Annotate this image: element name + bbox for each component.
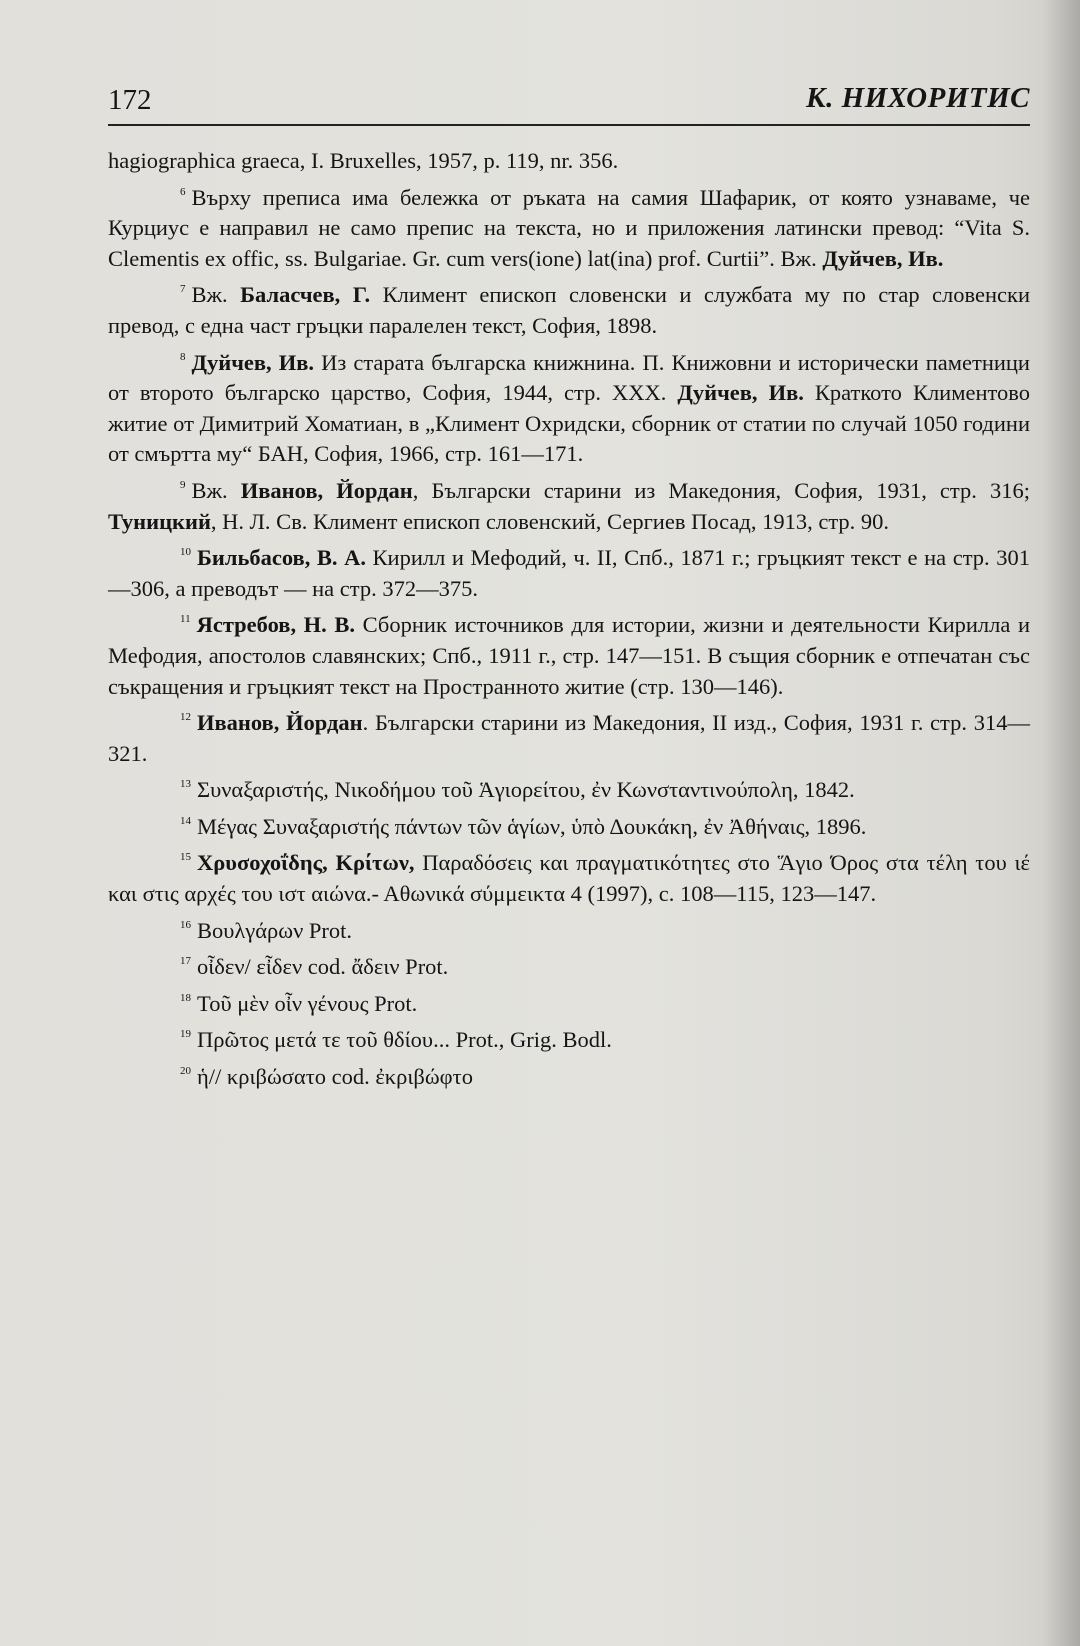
footnote-text: Τοῦ μὲν οἶν γένους Prot.	[197, 990, 418, 1016]
footnote-number: 7	[180, 283, 186, 296]
footnote-number: 6	[180, 185, 186, 198]
author-name: Χρυσοχοΐδης, Κρίτων,	[197, 850, 415, 876]
footnote-text: Климент епископ словенски и службата му по стар словенски превод, с една част гръцки паралелен текст, София, 1898.	[108, 282, 1030, 338]
author-name: Туницкий	[108, 508, 211, 534]
footnote-text: Върху преписа има бележка от ръката на самия Шафарик, от която узнаваме, че Курциус е направил не само препис на текста, но и приложения латински превод: “Vita S. Clementis ex offic, ss. Bulgariae. Gr. cum vers(ione) lat(ina) prof. Curtii”. Вж.	[108, 184, 1030, 271]
footnote-text: οἶδεν/ εἶδεν cod. ἄδειν Prot.	[197, 954, 449, 980]
footnote-14	[108, 806, 1030, 843]
footnote-number: 19	[180, 1028, 191, 1041]
footnote-12	[108, 702, 1030, 769]
footnote-7	[108, 274, 1030, 341]
page-edge-shadow	[1042, 0, 1080, 1646]
footnote-number: 8	[180, 350, 186, 363]
footnote-9	[108, 470, 1030, 537]
footnote-text: Краткото Климентово житие от Димитрий Хоматиан, в „Климент Охридски, сборник от статии по случай 1050 години от смъртта му“ БАН, София, 1966, стр. 161—171.	[108, 380, 1030, 467]
running-header-author: К. НИХОРИТИС	[806, 82, 1030, 114]
author-name: Дуйчев, Ив.	[191, 349, 315, 375]
author-name: Ястребов, Н. В.	[196, 612, 356, 638]
footnote-number: 15	[180, 851, 191, 864]
footnote-text: Βουλγάρων Prot.	[197, 917, 353, 943]
footnote-19	[108, 1019, 1030, 1056]
footnote-number: 20	[180, 1065, 191, 1078]
footnote-number: 17	[180, 955, 191, 968]
footnote-number: 10	[180, 546, 191, 559]
footnote-continuation	[108, 146, 1030, 177]
footnote-18	[108, 983, 1030, 1020]
footnote-text: Вж.	[191, 282, 241, 308]
author-name: Иванов, Йордан	[240, 477, 413, 503]
footnote-text: hagiographica graeca, I. Bruxelles, 1957, p. 119, nr. 356.	[108, 148, 619, 173]
footnote-text: Сборник источников для истории, жизни и деятельности Кирилла и Мефодия, апостолов славянских; Спб., 1911 г., стр. 147—151. В същия сборник е отпечатан със съкращения и гръцкият текст на Пространното житие (стр. 130—146).	[108, 612, 1030, 699]
footnote-number: 11	[180, 613, 191, 626]
footnote-number: 18	[180, 991, 191, 1004]
footnote-6	[108, 177, 1030, 275]
author-name: Иванов, Йордан	[197, 710, 363, 736]
footnote-text: Μέγας Συναξαριστής πάντων τῶν ἁγίων, ὑπὸ Δουκάκη, ἐν Ἀθήναις, 1896.	[197, 813, 867, 839]
running-header	[108, 80, 1030, 126]
footnote-13	[108, 769, 1030, 806]
footnote-text: , Н. Л. Св. Климент епископ словенский, Сергиев Посад, 1913, стр. 90.	[210, 508, 890, 534]
footnote-20	[108, 1056, 1030, 1093]
footnote-text: Παραδόσεις και πραγματικότητες στο Ἅγιο Όρος στα τέλη του ιέ και στις αρχές του ιστ αιώνα.- Αθωνικά σύμμεικτα 4 (1997), с. 108—115, 123—147.	[108, 850, 1030, 907]
footnote-10	[108, 537, 1030, 604]
footnotes-section	[108, 146, 1030, 1093]
page-number: 172	[108, 84, 152, 116]
footnote-text: , Български старини из Македония, София, 1931, стр. 316;	[412, 477, 1030, 503]
footnote-text: Кирилл и Мефодий, ч. II, Спб., 1871 г.; гръцкият текст е на стр. 301—306, а преводът — на стр. 372—375.	[108, 545, 1030, 601]
footnote-11	[108, 604, 1030, 702]
footnote-number: 14	[180, 814, 191, 827]
footnote-16	[108, 910, 1030, 947]
author-name: Дуйчев, Ив.	[822, 245, 944, 271]
footnote-text: Πρῶτος μετά τε τοῦ θδίου... Prot., Grig. Bodl.	[197, 1027, 612, 1053]
footnote-text: Συναξαριστής, Νικοδήμου τοῦ Ἁγιορείτου, ἐν Κωνσταντινούπολη, 1842.	[197, 777, 855, 803]
footnote-number: 12	[180, 711, 191, 724]
author-name: Бильбасов, В. А.	[197, 545, 366, 571]
footnote-15	[108, 842, 1030, 909]
footnote-number: 16	[180, 918, 191, 931]
footnote-8	[108, 342, 1030, 470]
footnote-number: 13	[180, 778, 191, 791]
footnote-number: 9	[180, 478, 186, 491]
author-name: Баласчев, Г.	[240, 282, 371, 308]
footnote-text: . Български старини из Македония, II изд., София, 1931 г. стр. 314—321.	[108, 710, 1030, 766]
author-name: Дуйчев, Ив.	[677, 380, 804, 406]
footnote-text: Из старата българска книжнина. П. Книжовни и исторически паметници от второто българско царство, София, 1944, стр. XXX.	[108, 349, 1030, 406]
footnote-17	[108, 946, 1030, 983]
footnote-text: Вж.	[191, 477, 241, 503]
footnote-text: ἡ// κριβώσατο cod. ἐκριβώφτο	[197, 1064, 473, 1090]
